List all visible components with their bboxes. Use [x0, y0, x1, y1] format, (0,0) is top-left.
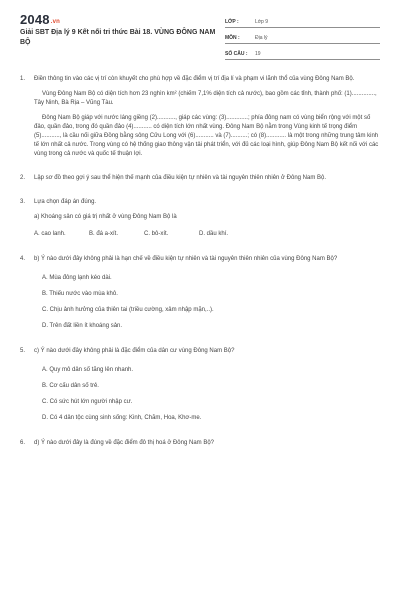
answer-option[interactable]: C. Có sức hút lớn người nhập cư. [42, 399, 133, 405]
question-number: 5. [20, 348, 26, 354]
answer-option[interactable]: B. đá a-xít. [89, 231, 119, 237]
meta-value: 19 [255, 51, 261, 57]
question-paragraph: Vùng Đông Nam Bộ có diện tích hơn 23 nghìn km² (chiếm 7,1% diện tích cả nước), bao gồm các tỉnh, thành phố: (1).............., Tây Ninh, Bà Rịa – Vũng Tàu. [34, 91, 377, 106]
question-paragraph: Đông Nam Bộ giáp với nước láng giềng (2)..........., giáp các vùng: (3).............; phía đông nam có vùng biển rộng với một số đảo, quần đảo, trong đó quần đảo (4)........... có diện tích lớn nhất vùng. Đông Nam Bộ nằm trong Vùng kinh tế trọng điểm (5)..........., là cầu nối giữa Đồng bằng sông Cửu Long với (6)........... và (7)..........; có (8)............ là một trong những trung tâm kinh tế lớn nhất cả nước. Trong vùng có hệ thống giao thông vận tải phát triển, với đủ các loại hình, giúp Đông Nam Bộ kết nối với các vùng trong cả nước và quốc tế thuận lợi. [34, 115, 379, 157]
questions-list [20, 75, 380, 448]
answer-option[interactable]: D. dầu khí. [199, 231, 229, 237]
question-text: d) Ý nào dưới đây là đúng về đặc điểm đô thị hoá ở Đông Nam Bộ? [34, 440, 214, 446]
meta-value: Địa lý [255, 35, 268, 41]
page-title: Giải SBT Địa lý 9 Kết nối tri thức Bài 18. VÙNG ĐÔNG NAM BỘ [20, 29, 216, 46]
question-2 [20, 174, 380, 183]
question-4 [20, 255, 380, 331]
question-subtext: a) Khoáng sản có giá trị nhất ở vùng Đông Nam Bộ là [34, 214, 177, 220]
question-5 [20, 347, 380, 423]
meta-row-subject [225, 28, 380, 44]
answer-option[interactable]: C. bô-xít. [144, 231, 169, 237]
question-1 [20, 75, 380, 159]
question-number: 3. [20, 199, 26, 205]
meta-row-question-count [225, 44, 380, 60]
site-logo[interactable] [20, 12, 60, 27]
answer-option[interactable]: C. Chịu ảnh hưởng của thiên tai (triều cường, xâm nhập mặn,..). [42, 307, 214, 313]
meta-table [225, 12, 380, 60]
answer-option[interactable]: A. cao lanh. [34, 231, 66, 237]
answer-option[interactable]: D. Trên đất liền ít khoáng sản. [42, 323, 123, 329]
question-text: b) Ý nào dưới đây không phải là hạn chế về điều kiện tự nhiên và tài nguyên thiên nhiên của vùng Đông Nam Bộ? [34, 256, 338, 262]
answer-option[interactable]: B. Cơ cấu dân số trẻ. [42, 383, 99, 389]
question-3 [20, 198, 380, 239]
meta-label: MÔN : [225, 35, 240, 41]
question-number: 6. [20, 440, 26, 446]
question-number: 4. [20, 256, 26, 262]
question-text: Lựa chọn đáp án đúng. [34, 199, 97, 205]
meta-value: Lớp 9 [255, 19, 269, 25]
answer-option[interactable]: A. Quy mô dân số tăng lên nhanh. [42, 367, 134, 373]
question-text: Lập sơ đồ theo gợi ý sau thể hiện thế mạnh của điều kiện tự nhiên và tài nguyên thiên nhiên ở Đông Nam Bộ. [34, 175, 327, 181]
logo-suffix: .vn [50, 19, 61, 25]
answer-option[interactable]: D. Có 4 dân tộc cùng sinh sống: Kinh, Chăm, Hoa, Khơ-me. [42, 415, 202, 421]
question-number: 1. [20, 76, 26, 82]
logo-text: 2048 [20, 12, 50, 27]
answer-options [34, 230, 380, 239]
question-number: 2. [20, 175, 26, 181]
answer-option[interactable]: A. Mùa đông lạnh kéo dài. [42, 275, 112, 281]
question-6 [20, 439, 380, 448]
question-text: Điền thông tin vào các vị trí còn khuyết cho phù hợp về đặc điểm vị trí địa lí và phạm vi lãnh thổ của vùng Đông Nam Bộ. [34, 76, 355, 82]
document-header [0, 0, 400, 62]
question-text: c) Ý nào dưới đây không phải là đặc điểm của dân cư vùng Đông Nam Bộ? [34, 348, 235, 354]
meta-label: SỐ CÂU : [225, 51, 248, 57]
meta-row-grade [225, 12, 380, 28]
meta-label: LỚP : [225, 19, 239, 25]
answer-option[interactable]: B. Thiếu nước vào mùa khô. [42, 291, 118, 297]
